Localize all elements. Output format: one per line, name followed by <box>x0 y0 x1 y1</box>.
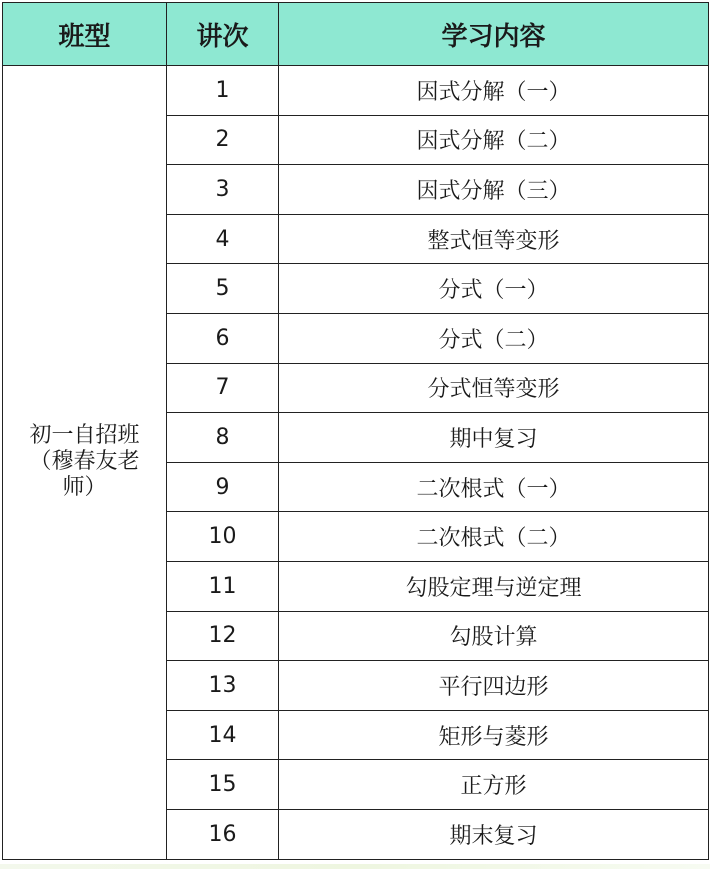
table-row <box>3 66 709 116</box>
header-row <box>3 3 709 66</box>
lesson-number: 7 <box>167 363 279 413</box>
lesson-number: 4 <box>167 214 279 264</box>
lesson-content: 因式分解（一） <box>279 66 709 116</box>
lesson-number: 5 <box>167 264 279 314</box>
header-class-type: 班型 <box>3 3 167 66</box>
table-body <box>3 66 709 860</box>
lesson-content: 矩形与菱形 <box>279 710 709 760</box>
lesson-content: 整式恒等变形 <box>279 214 709 264</box>
lesson-number: 14 <box>167 710 279 760</box>
lesson-content: 正方形 <box>279 760 709 810</box>
bottom-strip <box>0 864 710 869</box>
course-schedule <box>2 2 708 860</box>
lesson-number: 8 <box>167 413 279 463</box>
lesson-content: 分式恒等变形 <box>279 363 709 413</box>
lesson-number: 16 <box>167 809 279 859</box>
class-type-line: 师） <box>62 475 107 501</box>
lesson-number: 6 <box>167 313 279 363</box>
header-content: 学习内容 <box>279 3 709 66</box>
lesson-content: 分式（二） <box>279 313 709 363</box>
lesson-number: 9 <box>167 462 279 512</box>
lesson-content: 二次根式（一） <box>279 462 709 512</box>
lesson-content: 因式分解（二） <box>279 115 709 165</box>
lesson-number: 12 <box>167 611 279 661</box>
lesson-content: 期末复习 <box>279 809 709 859</box>
lesson-number: 15 <box>167 760 279 810</box>
class-type-text <box>20 423 150 501</box>
lesson-content: 期中复习 <box>279 413 709 463</box>
course-table <box>2 2 709 860</box>
lesson-content: 分式（一） <box>279 264 709 314</box>
class-type-cell <box>3 66 167 860</box>
lesson-content: 勾股定理与逆定理 <box>279 561 709 611</box>
lesson-number: 10 <box>167 512 279 562</box>
lesson-number: 2 <box>167 115 279 165</box>
lesson-number: 13 <box>167 661 279 711</box>
lesson-content: 因式分解（三） <box>279 165 709 215</box>
lesson-content: 二次根式（二） <box>279 512 709 562</box>
class-type-line: （穆春友老 <box>29 449 140 475</box>
lesson-number: 11 <box>167 561 279 611</box>
lesson-number: 1 <box>167 66 279 116</box>
lesson-content: 勾股计算 <box>279 611 709 661</box>
header-lesson-no: 讲次 <box>167 3 279 66</box>
lesson-content: 平行四边形 <box>279 661 709 711</box>
class-type-line: 初一自招班 <box>29 423 140 449</box>
lesson-number: 3 <box>167 165 279 215</box>
